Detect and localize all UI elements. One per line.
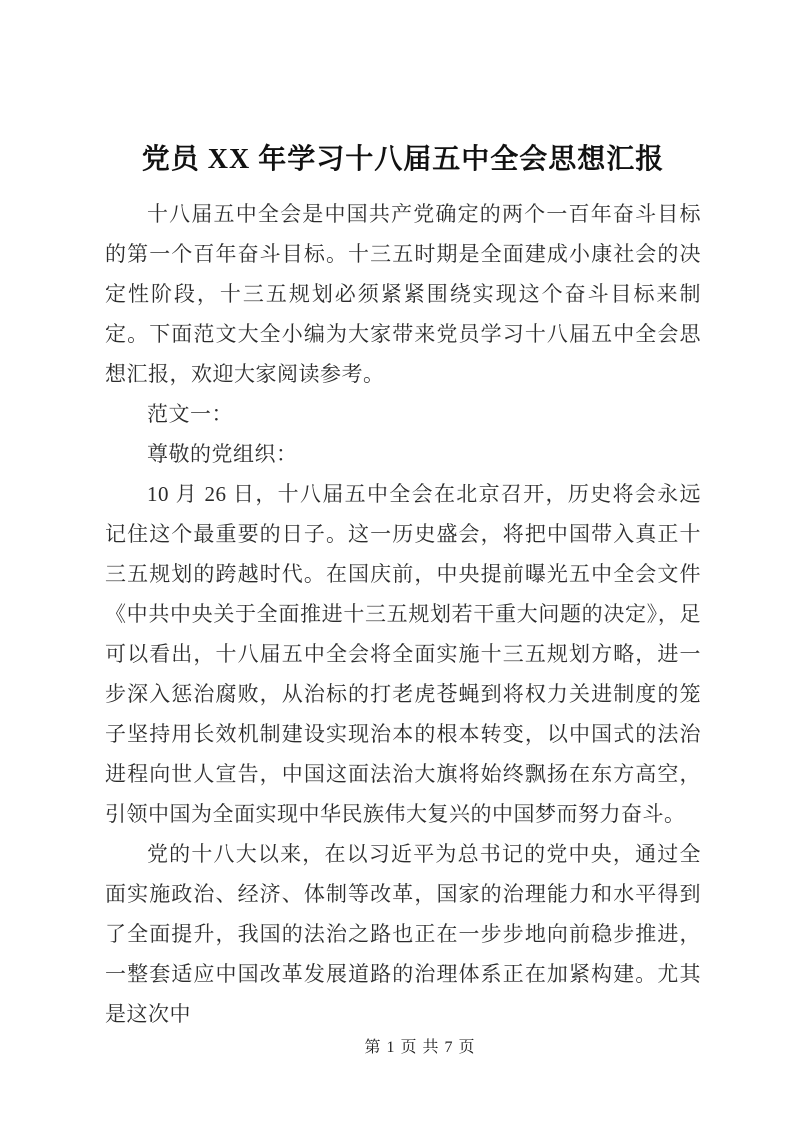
paragraph-salutation: 尊敬的党组织： xyxy=(147,442,298,466)
paragraph-body-2: 党的十八大以来，在以习近平为总书记的党中央，通过全面实施政治、经济、体制等改革，国家的治理能力和水平得到了全面提升，我国的法治之路也正在一步步地向前稳步推进，一整套适应中国改革发展道路的治理体系正在加紧构建。尤其是这次中 xyxy=(105,842,701,1026)
paragraph-body-1: 10 月 26 日，十八届五中全会在北京召开，历史将会永远记住这个最重要的日子。这一历史盛会，将把中国带入真正十三五规划的跨越时代。在国庆前，中央提前曝光五中全会文件《中共中央关于全面推进十三五规划若干重大问题的决定》，足可以看出，十八届五中全会将全面实施十三五规划方略，进一步深入惩治腐败，从治标的打老虎苍蝇到将权力关进制度的笼子坚持用长效机制建设实现治本的根本转变，以中国式的法治进程向世人宣告，中国这面法治大旗将始终飘扬在东方高空，引领中国为全面实现中华民族伟大复兴的中国梦而努力奋斗。 xyxy=(105,482,701,826)
paragraph-intro: 十八届五中全会是中国共产党确定的两个一百年奋斗目标的第一个百年奋斗目标。十三五时期是全面建成小康社会的决定性阶段，十三五规划必须紧紧围绕实现这个奋斗目标来制定。下面范文大全小编为大家带来党员学习十八届五中全会思想汇报，欢迎大家阅读参考。 xyxy=(105,202,701,386)
document-title: 党员 XX 年学习十八届五中全会思想汇报 xyxy=(141,144,665,175)
page-footer xyxy=(20,1036,800,1060)
page-number-label: 第 1 页 共 7 页 xyxy=(364,1039,476,1056)
document-content xyxy=(105,138,701,1034)
paragraph-sample-label: 范文一： xyxy=(147,402,233,426)
